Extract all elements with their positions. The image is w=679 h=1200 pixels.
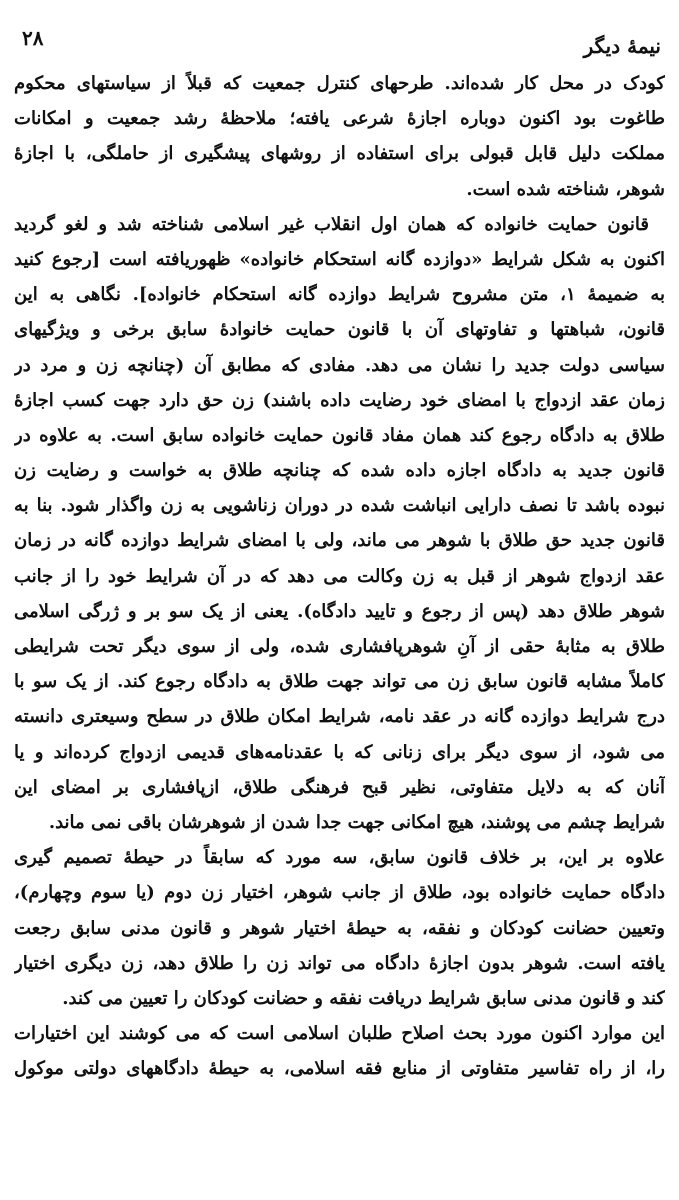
text-line: علاوه بر این، بر خلاف قانون سابق، سه مورد که سابقاً در حیطهٔ تصمیم گیری <box>14 847 665 869</box>
text-line: دادگاه حمایت خانواده بود، طلاق از جانب شوهر، اختیار زن دوم (یا سوم وچهارم)، <box>14 882 665 904</box>
text-line: قانون، شباهتها و تفاوتهای آن با قانون حمایت خانوادهٔ سابق برخی و ویژگیهای <box>14 319 665 341</box>
text-line: طلاق به دادگاه رجوع کند همان مفاد قانون حمایت خانواده سابق است. به علاوه در <box>14 424 665 446</box>
text-line: به ضمیمهٔ ۱، متن مشروح شرایط دوازده گانه استحکام خانواده]. نگاهی به این <box>14 284 665 306</box>
text-line: شوهر، شناخته شده است. <box>466 178 665 200</box>
text-line: نبوده باشد تا نصف دارایی انباشت شده در دوران زناشویی به زن واگذار شود. بنا به <box>14 495 665 517</box>
text-line: عقد ازدواج شوهر از قبل به زن وکالت می دهد که در آن شرایط خود را از جانب <box>14 565 665 587</box>
text-line: این موارد اکنون مورد بحث اصلاح طلبان اسلامی است که می کوشند این اختیارات <box>14 1023 665 1045</box>
text-line: طلاق به مثابهٔ حقی از آنِ شوهرپافشاری شده، ولی از سوی دیگر تحت شرایطی <box>14 636 665 657</box>
text-line: کاملاً مشابه قانون سابق زن می تواند جهت طلاق به دادگاه رجوع کند. از یک سو با <box>14 671 665 693</box>
text-line: یافته است. شوهر بدون اجازهٔ دادگاه می تواند زن را طلاق دهد، زن دیگری اختیار <box>14 952 665 974</box>
text-line: آنان که به دلایل متفاوتی، نظیر قبح فرهنگی طلاق، ازپافشاری بر امضای این <box>14 776 665 798</box>
text-line: را، از راه تفاسیر متفاوتی از منابع فقه اسلامی، به حیطهٔ دادگاههای دولتی موکول <box>14 1058 665 1080</box>
text-line: سیاسی دولت جدید را نشان می دهد. مفادی که مطابق آن (چنانچه زن و مرد در <box>14 354 665 376</box>
text-line: درج شرایط دوازده گانه در عقد نامه، شرایط امکان طلاق در سطح وسیعتری دانسته <box>14 706 665 728</box>
text-line: قانون حمایت خانواده که همان اول انقلاب غیر اسلامی شناخته شد و لغو گردید <box>14 213 649 235</box>
text-line: کند و قانون مدنی سابق شرایط دریافت نفقه و حضانت کودکان را تعیین می کند. <box>62 987 665 1009</box>
text-line: می شود، از سوی دیگر برای زنانی که با عقدنامه‌های قدیمی ازدواج کرده‌اند و یا <box>14 741 665 763</box>
body-text <box>14 66 665 1086</box>
text-line: وتعیین حضانت کودکان و نفقه، به حیطهٔ اختیار شوهر و قانون مدنی سابق رجعت <box>14 917 665 939</box>
text-line: اکنون به شکل شرایط «دوازده گانه استحکام خانواده» ظهوریافته است [رجوع کنید <box>14 248 665 270</box>
page-number: ۲۸ <box>22 26 44 50</box>
page-header <box>14 14 665 64</box>
text-line: قانون جدید به دادگاه اجازه داده شده که چنانچه طلاق به خواست و رضایت زن <box>14 460 665 482</box>
text-line: قانون جدید حق طلاق با شوهر می ماند، ولی با امضای شرایط دوازده گانه در زمان <box>14 530 665 552</box>
text-line: زمان عقد ازدواج با امضای خود رضایت داده باشند) زن حق دارد جهت کسب اجازهٔ <box>14 389 665 411</box>
text-line: کودک در محل کار شده‌اند. طرحهای کنترل جمعیت که قبلاً از سیاستهای محکوم <box>14 73 665 94</box>
text-line: طاغوت بود اکنون دوباره اجازهٔ شرعی یافته؛ ملاحظهٔ رشد جمعیت و امکانات <box>14 108 665 130</box>
running-title: نیمهٔ دیگر <box>583 34 661 58</box>
text-line: مملکت دلیل قابل قبولی برای استفاده از روشهای پیشگیری از حاملگی، با اجازهٔ <box>14 143 665 165</box>
text-line: شرایط چشم می پوشند، هیچ امکانی جهت جدا شدن از شوهرشان باقی نمی ماند. <box>48 811 665 833</box>
text-line: شوهر طلاق دهد (پس از رجوع و تایید دادگاه). یعنی از یک سو بر و ژرگی اسلامی <box>14 600 665 622</box>
